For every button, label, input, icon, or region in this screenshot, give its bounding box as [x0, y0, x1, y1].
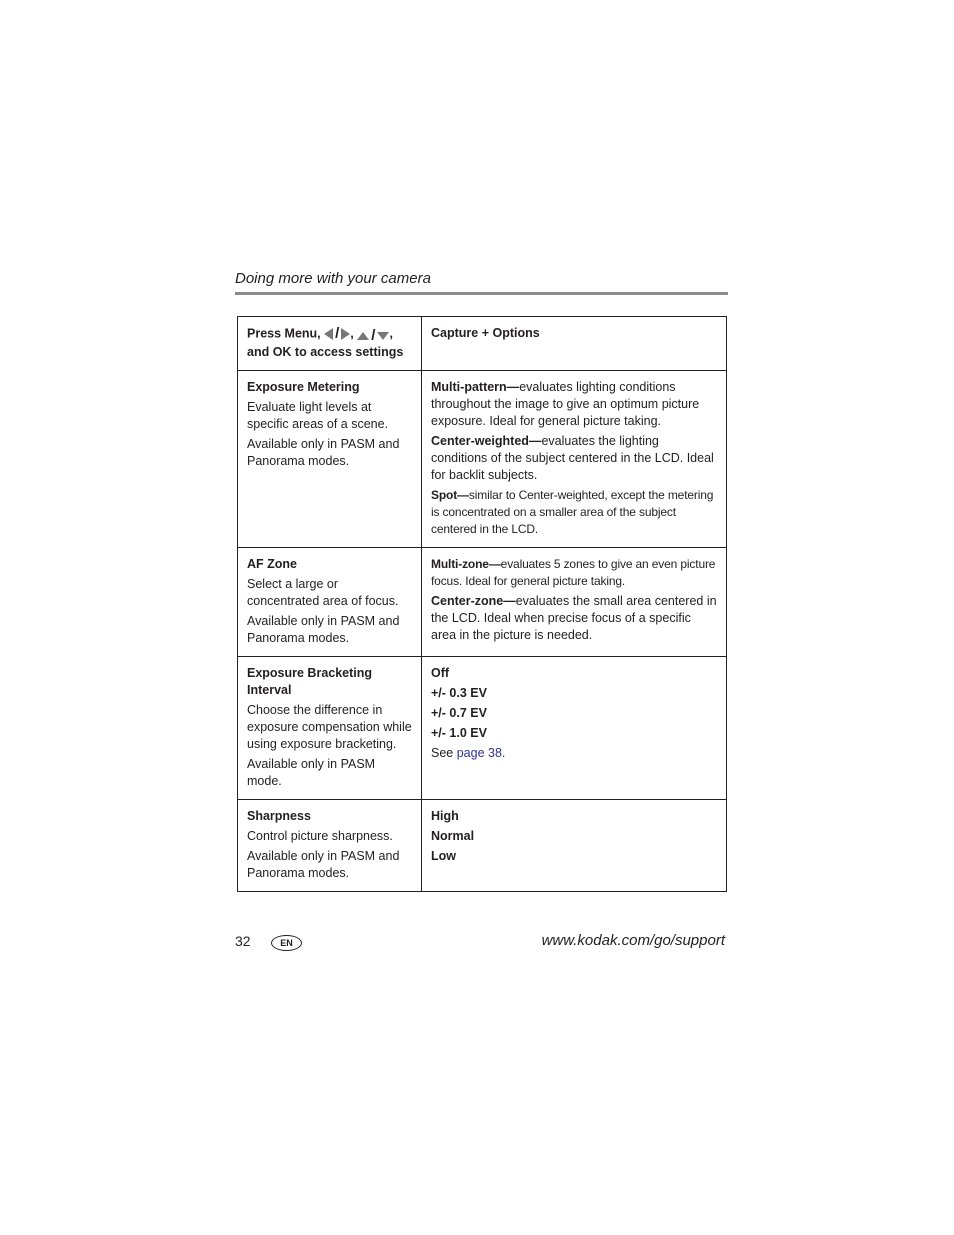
setting-description: Evaluate light levels at specific areas of a scene.	[247, 400, 389, 431]
see-suffix: .	[501, 746, 506, 760]
header-cell-settings	[238, 317, 422, 371]
option-value: +/- 0.3 EV	[431, 686, 487, 700]
table-row	[238, 800, 727, 892]
down-arrow-icon	[377, 332, 389, 340]
settings-table	[237, 316, 727, 892]
header-separator: ,	[389, 326, 393, 341]
option-entry	[431, 433, 717, 484]
header-press-menu: Press Menu,	[247, 326, 321, 341]
option-value: Normal	[431, 829, 475, 843]
option-text: evaluates 5 zones to give an even picture focus. Ideal for general picture taking.	[431, 557, 716, 588]
setting-description: Choose the difference in exposure compensation while using exposure bracketing.	[247, 703, 412, 751]
option-entry	[431, 593, 717, 644]
option-entry	[431, 487, 717, 538]
option-value: +/- 1.0 EV	[431, 726, 487, 740]
setting-availability: Available only in PASM and Panorama modes.	[247, 614, 400, 645]
header-cell-options: Capture + Options	[422, 317, 727, 371]
left-arrow-icon	[324, 328, 333, 340]
page-link[interactable]: page 38	[456, 746, 502, 760]
option-text: evaluates the lighting conditions of the subject centered in the LCD. Ideal for backlit subjects.	[431, 434, 714, 482]
option-term: Spot—	[431, 488, 469, 502]
section-title: Doing more with your camera	[235, 270, 431, 287]
option-entry	[431, 379, 717, 430]
table-row	[238, 548, 727, 657]
option-text: evaluates lighting conditions throughout the image to give an optimum picture exposure. Ideal for general picture taking.	[431, 380, 700, 428]
page-number: 32	[235, 933, 251, 949]
setting-availability: Available only in PASM and Panorama modes.	[247, 849, 400, 880]
setting-cell	[238, 657, 422, 800]
setting-title: Exposure Bracketing Interval	[247, 666, 373, 697]
options-cell	[422, 371, 727, 548]
options-cell	[422, 548, 727, 657]
setting-cell	[238, 548, 422, 657]
see-reference	[431, 745, 717, 762]
up-down-arrows	[357, 327, 389, 344]
option-value: Off	[431, 666, 450, 680]
header-ok-text: and OK to access settings	[247, 345, 404, 359]
option-term: Multi-pattern—	[431, 380, 520, 394]
options-cell	[422, 657, 727, 800]
setting-availability: Available only in PASM and Panorama modes.	[247, 437, 400, 468]
setting-availability: Available only in PASM mode.	[247, 757, 376, 788]
see-prefix: See	[431, 746, 457, 760]
setting-description: Select a large or concentrated area of focus.	[247, 577, 399, 608]
setting-title: AF Zone	[247, 557, 297, 571]
option-term: Center-zone—	[431, 594, 516, 608]
setting-cell	[238, 371, 422, 548]
option-value: High	[431, 809, 459, 823]
language-badge: EN	[271, 935, 302, 951]
slash-glyph: /	[335, 325, 340, 342]
table-row	[238, 657, 727, 800]
right-arrow-icon	[341, 328, 350, 340]
option-text: evaluates the small area centered in the LCD. Ideal when precise focus of a specific area in the picture is needed.	[431, 594, 717, 642]
option-value: +/- 0.7 EV	[431, 706, 487, 720]
header-separator: ,	[350, 326, 354, 341]
option-term: Multi-zone—	[431, 557, 501, 571]
option-text: similar to Center-weighted, except the metering is concentrated on a smaller area of the subject centered in the LCD.	[431, 488, 714, 536]
table-header-row	[238, 317, 727, 371]
setting-title: Exposure Metering	[247, 380, 360, 394]
options-cell	[422, 800, 727, 892]
option-entry	[431, 556, 717, 590]
option-term: Center-weighted—	[431, 434, 542, 448]
left-right-arrows	[324, 325, 350, 342]
option-value: Low	[431, 849, 456, 863]
support-url[interactable]: www.kodak.com/go/support	[541, 932, 725, 949]
table-row	[238, 371, 727, 548]
up-arrow-icon	[357, 332, 369, 340]
header-rule	[235, 292, 728, 295]
setting-title: Sharpness	[247, 809, 311, 823]
setting-description: Control picture sharpness.	[247, 829, 393, 843]
setting-cell	[238, 800, 422, 892]
slash-glyph: /	[371, 327, 376, 344]
